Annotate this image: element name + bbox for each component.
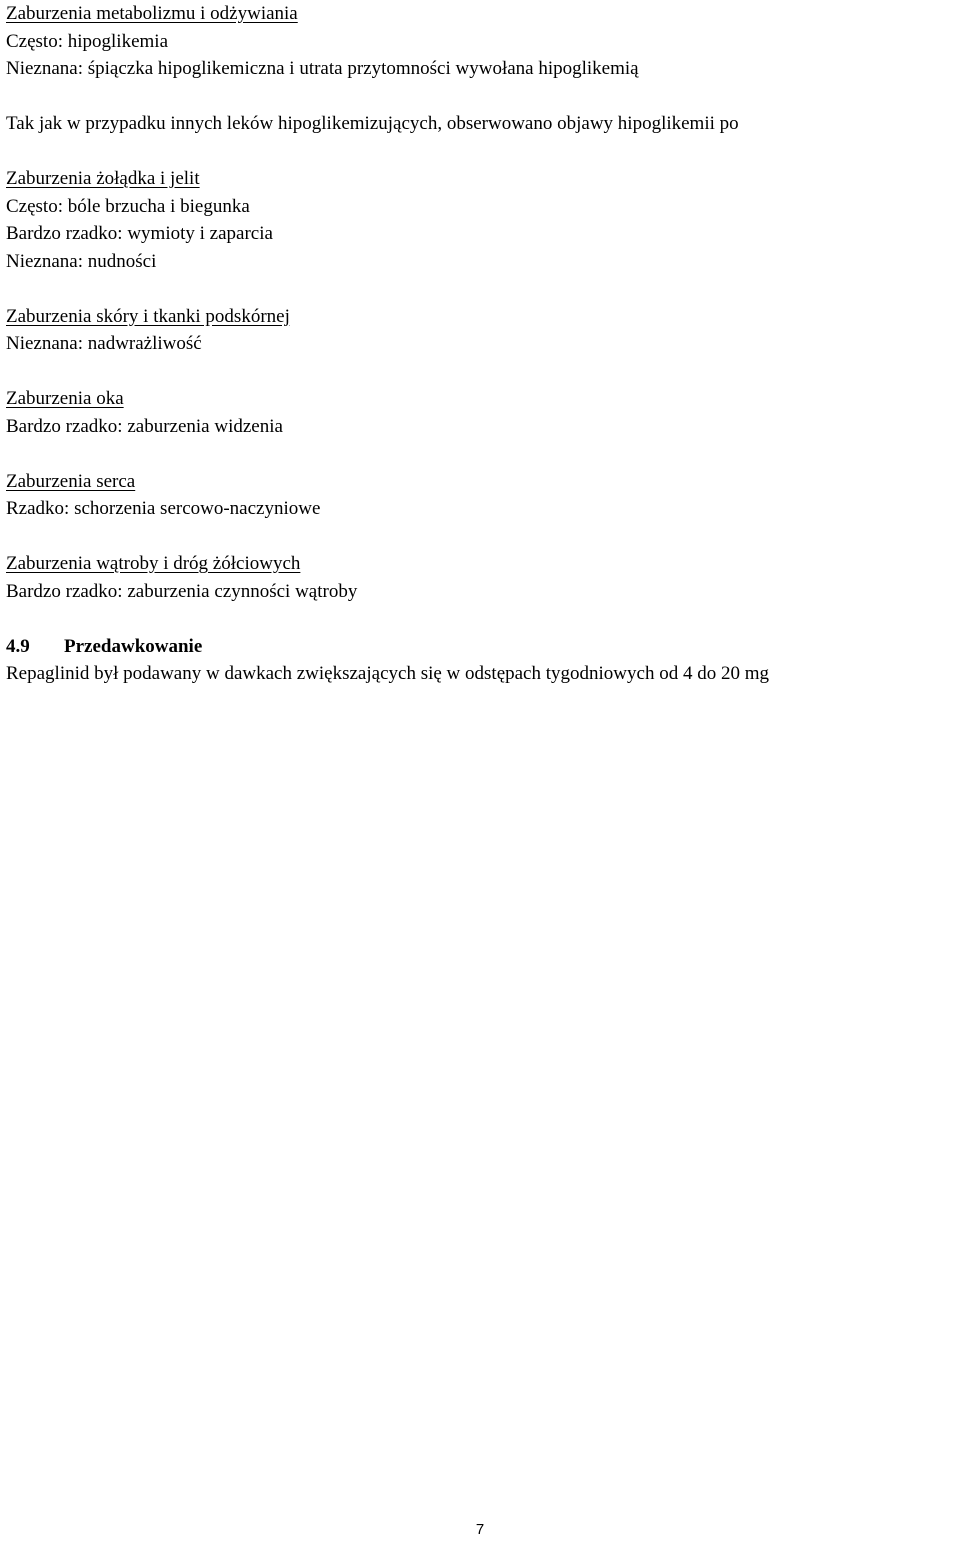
section-heart [6,468,954,523]
section-gastrointestinal [6,165,954,275]
frequency-line: Bardzo rzadko: zaburzenia widzenia [6,415,283,437]
section-4-9-body [6,660,954,688]
frequency-line: Często: bóle brzucha i biegunka [6,195,250,217]
paragraph-line: Repaglinid był podawany w dawkach zwiększających się w odstępach tygodniowych od 4 do 20 mg [6,663,769,684]
section-heading: Zaburzenia metabolizmu i odżywiania [6,3,298,24]
frequency-line: Nieznana: śpiączka hipoglikemiczna i utrata przytomności wywołana hipoglikemią [6,58,639,79]
frequency-line: Bardzo rzadko: zaburzenia czynności wątroby [6,580,358,602]
section-heading: Zaburzenia oka [6,388,124,409]
frequency-line: Rzadko: schorzenia sercowo-naczyniowe [6,498,321,519]
section-heading: Zaburzenia skóry i tkanki podskórnej [6,305,290,327]
frequency-line: Nieznana: nadwrażliwość [6,333,202,354]
section-number: 4.9 [6,635,30,657]
section-heading: Zaburzenia wątroby i dróg żółciowych [6,553,301,574]
frequency-line: Często: hipoglikemia [6,30,169,52]
hypoglycemia-paragraph-block [6,110,954,138]
paragraph-line: Tak jak w przypadku innych leków hipoglikemizujących, obserwowano objawy hipoglikemii po [6,113,739,134]
frequency-line: Bardzo rzadko: wymioty i zaparcia [6,223,273,244]
section-4-9-title [6,633,954,661]
section-metabolism [6,0,954,83]
section-skin [6,303,954,358]
frequency-line: Nieznana: nudności [6,250,157,272]
section-heading: Zaburzenia serca [6,470,136,492]
section-liver [6,550,954,605]
section-eye [6,385,954,440]
section-heading: Zaburzenia żołądka i jelit [6,168,200,189]
page-number: 7 [475,1521,485,1538]
section-title: Przedawkowanie [64,635,203,657]
document-page [6,0,954,688]
